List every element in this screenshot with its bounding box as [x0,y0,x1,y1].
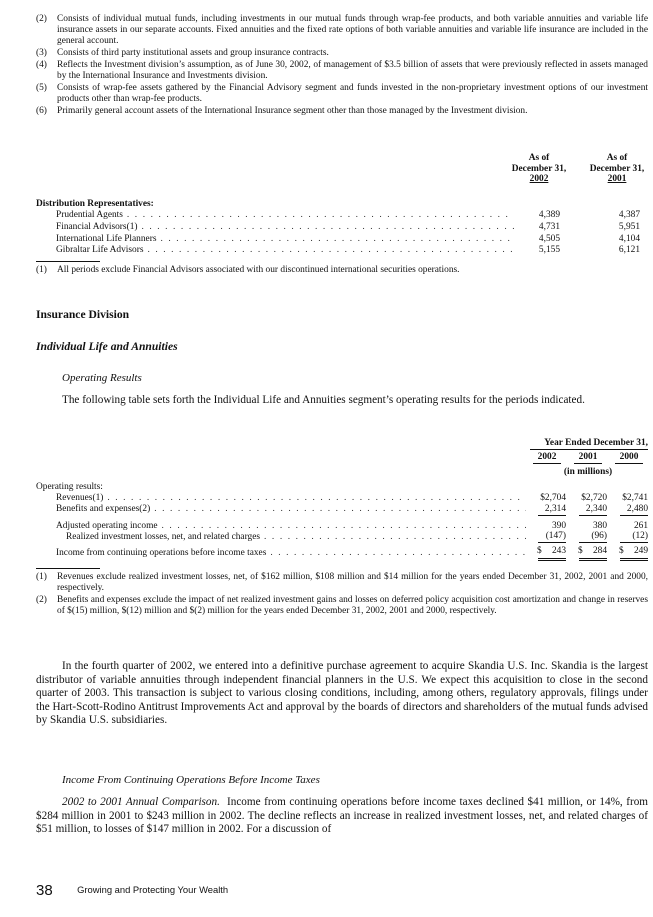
table-row: Income from continuing operations before income taxes . . . $ 243 $ 284 $ 249 [36,548,648,559]
footnote-item: (6) Primarily general account assets of the International Insurance segment other than those managed by the Investment division. [36,105,528,116]
comparison-text: Income from continuing operations before income taxes declined $41 million, or 14%, from $284 million in 2001 to $243 million in 2002. The decline reflects an increase in realized investment losses, net, and related charges of $51 million, to losses of $147 million in 2002. For a discussion of [36,796,648,836]
table-row: Financial Advisors(1) . . . 4,731 5,951 [36,222,648,234]
operating-table-header [36,438,648,482]
comparison-label: 2002 to 2001 Annual Comparison. [62,796,220,808]
footnote-divider [36,568,100,569]
section-label: Operating results: [36,482,103,492]
table-row: International Life Planners . . . 4,505 4,104 [36,233,648,245]
footnote-item: (4) Reflects the Investment division’s assumption, as of June 30, 2002, of management of $3.5 billion of assets that were previously reflected in assets managed by the International Insurance and Investments division. [36,59,648,82]
intro-paragraph: The following table sets forth the Individual Life and Annuities segment’s operating results for the periods indicated. [62,394,585,406]
year-header: 2000 [615,452,643,464]
table-row: Gibraltar Life Advisors . . . 5,155 6,121 [36,245,648,257]
table-row: Realized investment losses, net, and related charges . . . (147) (96) (12) [36,532,648,543]
table-row: Benefits and expenses(2) . . . 2,314 2,340 2,480 [36,504,648,515]
section-label: Distribution Representatives: [36,199,154,209]
page-number: 38 [36,882,53,899]
table-row: Prudential Agents . . . 4,389 4,387 [36,210,648,222]
heading-individual-life: Individual Life and Annuities [36,340,178,353]
distribution-table-header [36,153,648,199]
heading-insurance-division: Insurance Division [36,308,130,321]
operating-results-table [36,438,648,618]
year-header: 2001 [574,452,602,464]
heading-operating-results: Operating Results [62,372,142,384]
footnote-item: (2) Benefits and expenses exclude the impact of net realized investment gains and losses on deferred policy acquisition cost amortization and change in reserves of $(15) million, $(12) million and $(2) million for the years ended December 31, 2002, 2001 and 2000, respectively. [36,595,648,617]
table-row: Adjusted operating income . . . 390 380 261 [36,521,648,532]
heading-income-before-taxes: Income From Continuing Operations Before Income Taxes [62,774,320,786]
distribution-table [36,153,648,276]
column-header-2001: As of December 31, 2001 [589,153,645,184]
footnote-item: (1) All periods exclude Financial Advisors associated with our discontinued international securities operations. [36,264,460,275]
footnote-item: (5) Consists of wrap-fee assets gathered by the Financial Advisory segment and funds invested in the non-proprietary investment options of our investment products other than wrap-fee products. [36,82,648,104]
top-footnotes [36,14,648,117]
year-ended-header: Year Ended December 31, [530,438,648,450]
units-label: (in millions) [563,467,613,477]
column-header-2002: As of December 31, 2002 [511,153,567,184]
table-row: Revenues(1) . . . $2,704 $2,720 $2,741 [36,493,648,504]
page-body [36,14,648,836]
comparison-paragraph [36,796,648,837]
year-header: 2002 [533,452,561,464]
footnote-item: (1) Revenues exclude realized investment losses, net, of $162 million, $108 million and $14 million for the years ended December 31, 2002, 2001 and 2000, respectively. [36,572,648,594]
skandia-paragraph: In the fourth quarter of 2002, we entered into a definitive purchase agreement to acquire Skandia U.S. Inc. Skandia is the largest distributor of variable annuities through independent financial planners in the U.S. We expect this acquisition to close in the second quarter of 2003. This transaction is subject to various closing conditions, including, among others, regulatory approvals, filings under the Hart-Scott-Rodino Antitrust Improvements Act and approval by the boards of directors and shareholders of the mutual funds advised by Skandia U.S. subsidiaries. [36,660,648,727]
footnote-item: (2) Consists of individual mutual funds, including investments in our mutual funds through wrap-fee products, and both variable annuities and variable life insurance assets in our separate accounts. Fixed annuities and the fixed rate options of both variable annuities and variable life insurance are included in the general account. [36,14,648,47]
footer-title: Growing and Protecting Your Wealth [77,884,229,895]
page-footer [36,882,228,900]
footnote-item: (3) Consists of third party institutional assets and group insurance contracts. [36,48,329,59]
footnote-divider [36,261,100,262]
